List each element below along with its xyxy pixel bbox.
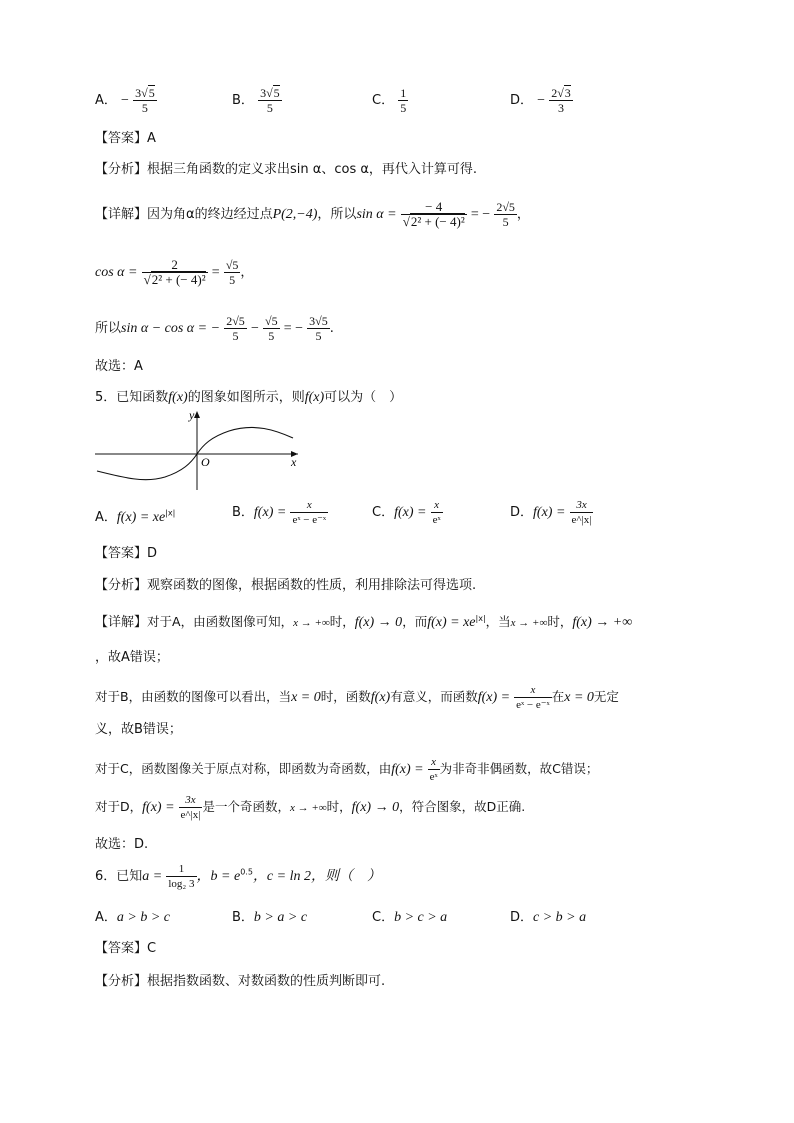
q4-option-b: B． $\frac{3√5}{5}$ [232, 86, 280, 115]
q4-answer: 【答案】A [95, 131, 156, 146]
q5-stem: 5．已知函数f(x)的图象如图所示，则f(x)可以为（ ） [95, 390, 403, 405]
origin-label: O [201, 455, 210, 469]
q5-detail-a: 【详解】对于A，由函数图像可知，x → +∞时，f(x) → 0，而$f(x) = xe^{|x|}$，当x → +∞时，f(x) → +∞ [95, 613, 633, 630]
q6-option-b: B．b > a > c [232, 910, 308, 925]
q6-analysis: 【分析】根据指数函数、对数函数的性质判断即可. [95, 974, 386, 989]
q5-option-b: B．f(x) = $\frac{x}{\text{eˣ − e⁻ˣ}}$ [232, 499, 327, 526]
q4-detail: 【详解】因为角α的终边经过点P(2,−4)，所以sin α = $\frac{- 4}{\text{√2² + (− 4)²}}$ = − $\frac{2√5}{5}$ ， [95, 199, 530, 229]
q6-option-a: A．a > b > c [95, 910, 171, 925]
q4-option-a: A． − $\frac{3√5}{5}$ [95, 86, 155, 115]
q6-stem: 6．已知a = $\frac{1}{\text{log₂ 3}}$ ，$b = e^{0.5}$，c = ln 2，则（ ） [95, 863, 381, 890]
q5-option-d: D．f(x) = $\frac{3x}{e\^{}|x|}$ [510, 499, 592, 526]
y-axis-arrow [194, 411, 200, 418]
q5-option-a: A．$f(x) = xe^{|x|}$ [95, 508, 176, 525]
q5-detail-c: 对于C，函数图像关于原点对称，即函数为奇函数，由f(x) = $\frac{x}{\text{eˣ}}$ 为非奇非偶函数，故C错误； [95, 756, 599, 783]
q4-cos-line: cos α = $\frac{2}{\text{√2² + (− 4)²}}$ = $\frac{√5}{5}$ ， [95, 257, 254, 287]
q5-function-graph [95, 408, 310, 493]
q6-answer: 【答案】C [95, 941, 157, 956]
y-axis-label: y [189, 408, 195, 422]
q4-analysis: 【分析】根据三角函数的定义求出sin α、cos α，再代入计算可得. [95, 162, 478, 177]
q5-detail-d: 对于D，f(x) = $\frac{3x}{e\^{}|x|}$ 是一个奇函数，x → +∞时，f(x) → 0，符合图象，故D正确. [95, 794, 526, 821]
q5-detail-b-end: 义，故B错误； [95, 722, 182, 737]
q5-detail-a-end: ，故A错误； [95, 650, 169, 665]
q6-option-c: C．b > c > a [372, 910, 448, 925]
q5-answer: 【答案】D [95, 546, 158, 561]
q4-option-d: D． − $\frac{2√3}{3}$ [510, 86, 571, 115]
q4-so-line: 所以sin α − cos α = − $\frac{2√5}{5}$ − $\frac{√5}{5}$ = − $\frac{3√5}{5}$ . [95, 314, 334, 343]
q5-choose: 故选：D. [95, 837, 149, 852]
q4-choose: 故选：A [95, 359, 143, 374]
q5-detail-b: 对于B，由函数的图像可以看出，当x = 0时，函数f(x)有意义，而函数f(x) = $\frac{x}{\text{eˣ − e⁻ˣ}}$ 在x = 0无定 [95, 684, 619, 711]
q4-option-c: C． $\frac{1}{5}$ [372, 86, 407, 115]
q5-analysis: 【分析】观察函数的图像，根据函数的性质，利用排除法可得选项. [95, 578, 477, 593]
q5-option-c: C．f(x) = $\frac{x}{\text{eˣ}}$ [372, 499, 441, 526]
x-axis-label: x [291, 455, 297, 469]
q6-option-d: D．c > b > a [510, 910, 587, 925]
